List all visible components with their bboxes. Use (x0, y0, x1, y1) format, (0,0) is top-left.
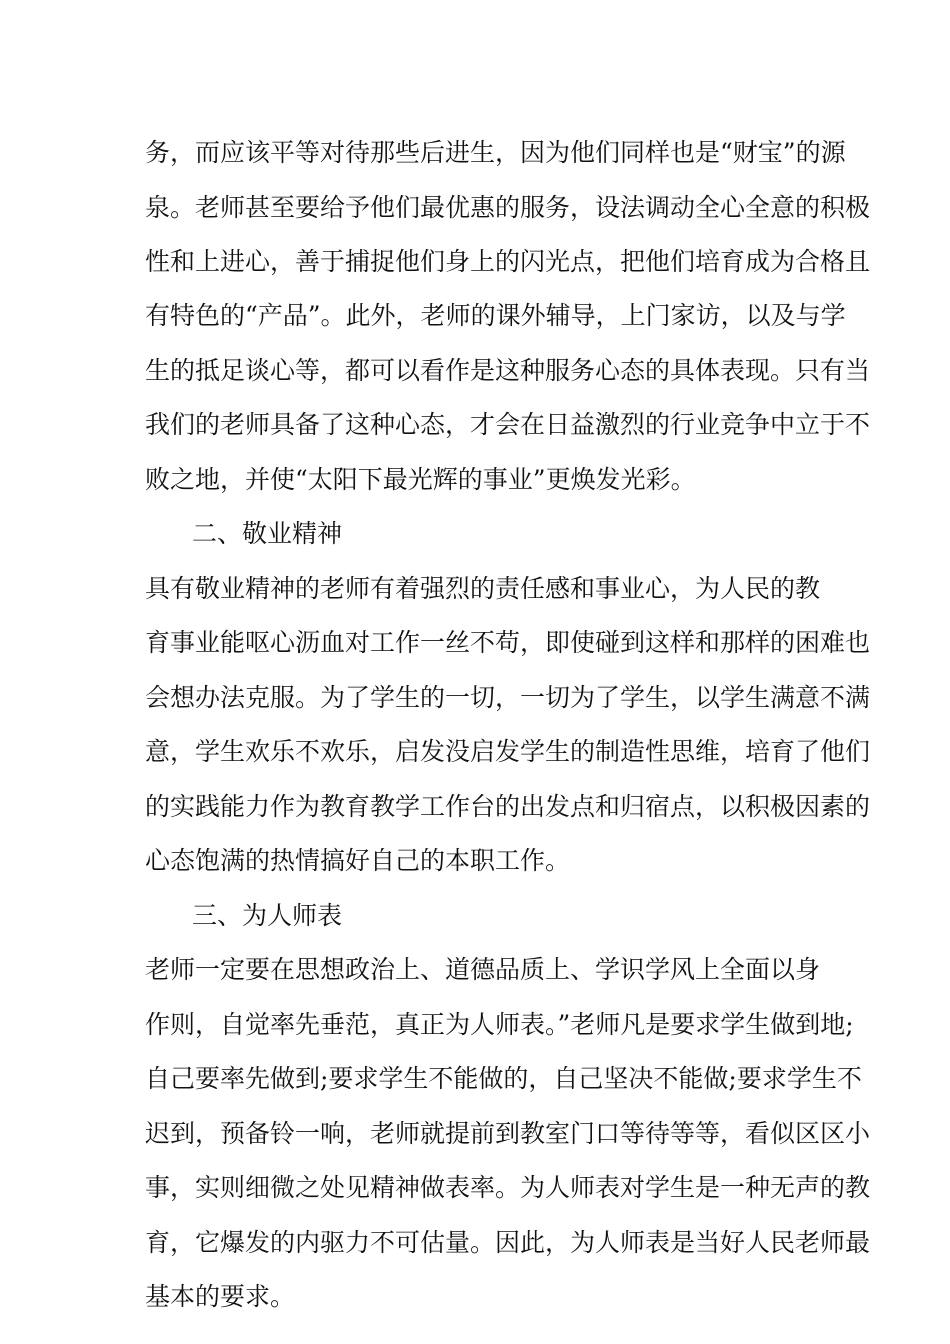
section-heading: 二、敬业精神 (192, 519, 343, 548)
body-text-line: 基本的要求。 (145, 1282, 296, 1311)
body-text-line: 生的抵足谈心等，都可以看作是这种服务心态的具体表现。只有当 (145, 356, 871, 385)
body-text-line: 有特色的“产品”。此外，老师的课外辅导，上门家访，以及与学 (145, 301, 846, 330)
body-text-line: 育事业能呕心沥血对工作一丝不苟，即使碰到这样和那样的困难也 (145, 628, 871, 657)
body-text-line: 育，它爆发的内驱力不可估量。因此，为人师表是当好人民老师最 (145, 1228, 871, 1257)
body-text-line: 意，学生欢乐不欢乐，启发没启发学生的制造性思维，培育了他们 (145, 737, 871, 766)
body-text-line: 的实践能力作为教育教学工作台的出发点和归宿点，以积极因素的 (145, 792, 871, 821)
section-heading: 三、为人师表 (192, 901, 343, 930)
body-text-line: 老师一定要在思想政治上、道德品质上、学识学风上全面以身 (145, 955, 821, 984)
body-text-line: 迟到，预备铃一响，老师就提前到教室门口等待等等，看似区区小 (145, 1119, 871, 1148)
body-text-line: 性和上进心，善于捕捉他们身上的闪光点，把他们培育成为合格且 (145, 247, 871, 276)
body-text-line: 具有敬业精神的老师有着强烈的责任感和事业心，为人民的教 (145, 574, 821, 603)
body-text-line: 我们的老师具备了这种心态，才会在日益激烈的行业竞争中立于不 (145, 410, 871, 439)
body-text-line: 务，而应该平等对待那些后进生，因为他们同样也是“财宝”的源 (145, 138, 846, 167)
body-text-line: 败之地，并使“太阳下最光辉的事业”更焕发光彩。 (145, 465, 696, 494)
body-text-line: 自己要率先做到;要求学生不能做的，自己坚决不能做;要求学生不 (145, 1064, 862, 1093)
body-text-line: 事，实则细微之处见精神做表率。为人师表对学生是一种无声的教 (145, 1173, 871, 1202)
body-text-line: 会想办法克服。为了学生的一切，一切为了学生，以学生满意不满 (145, 683, 871, 712)
body-text-line: 心态饱满的热情搞好自己的本职工作。 (145, 846, 571, 875)
body-text-line: 泉。老师甚至要给予他们最优惠的服务，设法调动全心全意的积极 (145, 193, 871, 222)
body-text-line: 作则，自觉率先垂范，真正为人师表。”老师凡是要求学生做到地; (145, 1010, 854, 1039)
